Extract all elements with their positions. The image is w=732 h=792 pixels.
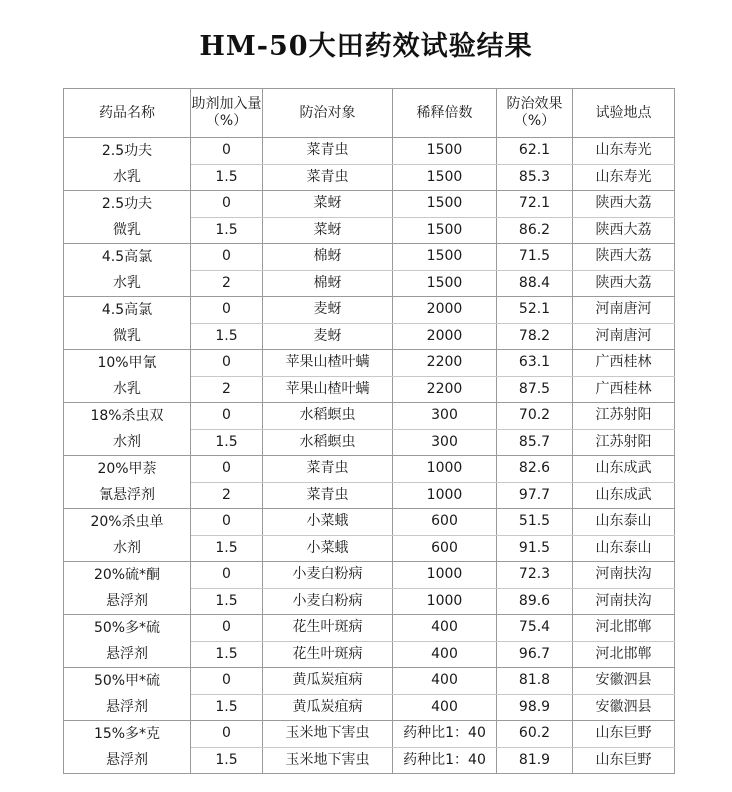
table-row [64, 403, 675, 430]
cell-target: 麦蚜 [263, 323, 393, 350]
table-row [64, 721, 675, 748]
cell-additive-amount: 1.5 [191, 588, 263, 615]
cell-drug-name: 10%甲氰 [64, 350, 191, 377]
cell-target: 玉米地下害虫 [263, 747, 393, 774]
cell-location: 陕西大荔 [573, 270, 675, 297]
cell-dilution: 1000 [393, 482, 497, 509]
cell-additive-amount: 1.5 [191, 694, 263, 721]
table-row [64, 429, 675, 456]
cell-drug-name: 18%杀虫双 [64, 403, 191, 430]
table-row [64, 668, 675, 695]
cell-additive-amount: 0 [191, 191, 263, 218]
cell-drug-name: 悬浮剂 [64, 747, 191, 774]
cell-effect: 98.9 [497, 694, 573, 721]
cell-location: 广西桂林 [573, 376, 675, 403]
cell-drug-name: 4.5高氯 [64, 297, 191, 324]
table-row [64, 138, 675, 165]
cell-effect: 62.1 [497, 138, 573, 165]
cell-drug-name: 微乳 [64, 323, 191, 350]
cell-location: 陕西大荔 [573, 191, 675, 218]
cell-dilution: 2000 [393, 297, 497, 324]
cell-target: 苹果山楂叶螨 [263, 376, 393, 403]
cell-dilution: 400 [393, 615, 497, 642]
cell-effect: 88.4 [497, 270, 573, 297]
table-body [64, 138, 675, 774]
cell-effect: 89.6 [497, 588, 573, 615]
cell-effect: 71.5 [497, 244, 573, 271]
cell-dilution: 600 [393, 535, 497, 562]
cell-effect: 52.1 [497, 297, 573, 324]
cell-dilution: 1500 [393, 217, 497, 244]
cell-dilution: 1500 [393, 164, 497, 191]
cell-effect: 75.4 [497, 615, 573, 642]
page-title: HM-50大田药效试验结果 [199, 31, 533, 62]
cell-dilution: 1000 [393, 562, 497, 589]
cell-effect: 87.5 [497, 376, 573, 403]
cell-target: 菜青虫 [263, 482, 393, 509]
table-row [64, 270, 675, 297]
cell-drug-name: 4.5高氯 [64, 244, 191, 271]
table-row [64, 615, 675, 642]
header-additive-amount: 助剂加入量（%） [191, 89, 263, 138]
cell-location: 安徽泗县 [573, 668, 675, 695]
header-drug-name: 药品名称 [64, 89, 191, 138]
cell-location: 河南唐河 [573, 297, 675, 324]
cell-dilution: 1500 [393, 244, 497, 271]
cell-location: 山东成武 [573, 482, 675, 509]
cell-dilution: 1000 [393, 456, 497, 483]
cell-location: 山东泰山 [573, 509, 675, 536]
results-table [63, 88, 675, 774]
cell-location: 山东泰山 [573, 535, 675, 562]
cell-target: 黄瓜炭疽病 [263, 694, 393, 721]
cell-effect: 85.7 [497, 429, 573, 456]
cell-effect: 85.3 [497, 164, 573, 191]
cell-effect: 72.1 [497, 191, 573, 218]
header-location: 试验地点 [573, 89, 675, 138]
cell-target: 棉蚜 [263, 270, 393, 297]
cell-additive-amount: 0 [191, 509, 263, 536]
cell-drug-name: 悬浮剂 [64, 694, 191, 721]
cell-drug-name: 水剂 [64, 535, 191, 562]
cell-additive-amount: 0 [191, 403, 263, 430]
table-row [64, 509, 675, 536]
cell-target: 花生叶斑病 [263, 615, 393, 642]
cell-target: 菜青虫 [263, 456, 393, 483]
cell-effect: 81.9 [497, 747, 573, 774]
cell-effect: 51.5 [497, 509, 573, 536]
cell-location: 山东巨野 [573, 747, 675, 774]
cell-dilution: 300 [393, 403, 497, 430]
cell-effect: 81.8 [497, 668, 573, 695]
cell-drug-name: 水乳 [64, 376, 191, 403]
cell-target: 玉米地下害虫 [263, 721, 393, 748]
cell-target: 小菜蛾 [263, 535, 393, 562]
cell-dilution: 600 [393, 509, 497, 536]
cell-dilution: 400 [393, 694, 497, 721]
cell-drug-name: 水乳 [64, 270, 191, 297]
table-row [64, 376, 675, 403]
cell-location: 河南扶沟 [573, 562, 675, 589]
cell-drug-name: 20%硫*酮 [64, 562, 191, 589]
cell-target: 麦蚜 [263, 297, 393, 324]
header-effect: 防治效果（%） [497, 89, 573, 138]
table-row [64, 535, 675, 562]
cell-effect: 72.3 [497, 562, 573, 589]
cell-location: 陕西大荔 [573, 244, 675, 271]
cell-location: 江苏射阳 [573, 403, 675, 430]
cell-dilution: 400 [393, 641, 497, 668]
table-row [64, 747, 675, 774]
cell-location: 江苏射阳 [573, 429, 675, 456]
table-row [64, 164, 675, 191]
header-target: 防治对象 [263, 89, 393, 138]
cell-drug-name: 悬浮剂 [64, 641, 191, 668]
cell-drug-name: 20%杀虫单 [64, 509, 191, 536]
cell-additive-amount: 0 [191, 668, 263, 695]
cell-dilution: 300 [393, 429, 497, 456]
cell-location: 山东成武 [573, 456, 675, 483]
cell-additive-amount: 2 [191, 376, 263, 403]
cell-target: 棉蚜 [263, 244, 393, 271]
cell-target: 苹果山楂叶螨 [263, 350, 393, 377]
cell-additive-amount: 2 [191, 482, 263, 509]
cell-additive-amount: 1.5 [191, 747, 263, 774]
cell-effect: 96.7 [497, 641, 573, 668]
cell-additive-amount: 0 [191, 615, 263, 642]
cell-effect: 60.2 [497, 721, 573, 748]
cell-additive-amount: 1.5 [191, 164, 263, 191]
cell-additive-amount: 1.5 [191, 217, 263, 244]
cell-target: 水稻螟虫 [263, 429, 393, 456]
cell-target: 菜青虫 [263, 138, 393, 165]
cell-effect: 91.5 [497, 535, 573, 562]
cell-effect: 78.2 [497, 323, 573, 350]
cell-additive-amount: 1.5 [191, 641, 263, 668]
cell-additive-amount: 0 [191, 350, 263, 377]
cell-additive-amount: 1.5 [191, 429, 263, 456]
cell-drug-name: 2.5功夫 [64, 138, 191, 165]
cell-additive-amount: 0 [191, 138, 263, 165]
cell-location: 安徽泗县 [573, 694, 675, 721]
cell-target: 菜青虫 [263, 164, 393, 191]
table-row [64, 244, 675, 271]
cell-additive-amount: 0 [191, 562, 263, 589]
cell-dilution: 1500 [393, 138, 497, 165]
table-row [64, 562, 675, 589]
cell-target: 小麦白粉病 [263, 562, 393, 589]
cell-dilution: 2000 [393, 323, 497, 350]
cell-effect: 63.1 [497, 350, 573, 377]
cell-location: 山东巨野 [573, 721, 675, 748]
cell-dilution: 1500 [393, 270, 497, 297]
cell-drug-name: 水剂 [64, 429, 191, 456]
table-header-row [64, 89, 675, 138]
cell-target: 黄瓜炭疽病 [263, 668, 393, 695]
cell-target: 水稻螟虫 [263, 403, 393, 430]
table-row [64, 456, 675, 483]
cell-location: 河北邯郸 [573, 641, 675, 668]
cell-additive-amount: 1.5 [191, 323, 263, 350]
cell-location: 河南扶沟 [573, 588, 675, 615]
table-row [64, 191, 675, 218]
table-row [64, 217, 675, 244]
cell-effect: 97.7 [497, 482, 573, 509]
cell-dilution: 药种比1：40 [393, 747, 497, 774]
table-row [64, 323, 675, 350]
cell-dilution: 2200 [393, 376, 497, 403]
cell-additive-amount: 0 [191, 456, 263, 483]
cell-dilution: 1500 [393, 191, 497, 218]
cell-location: 山东寿光 [573, 164, 675, 191]
cell-drug-name: 悬浮剂 [64, 588, 191, 615]
cell-target: 菜蚜 [263, 217, 393, 244]
header-dilution: 稀释倍数 [393, 89, 497, 138]
cell-dilution: 400 [393, 668, 497, 695]
table-row [64, 297, 675, 324]
cell-drug-name: 50%多*硫 [64, 615, 191, 642]
cell-target: 小麦白粉病 [263, 588, 393, 615]
table-row [64, 588, 675, 615]
cell-drug-name: 微乳 [64, 217, 191, 244]
cell-dilution: 1000 [393, 588, 497, 615]
cell-target: 小菜蛾 [263, 509, 393, 536]
cell-location: 广西桂林 [573, 350, 675, 377]
cell-additive-amount: 0 [191, 721, 263, 748]
cell-target: 花生叶斑病 [263, 641, 393, 668]
cell-drug-name: 50%甲*硫 [64, 668, 191, 695]
cell-effect: 86.2 [497, 217, 573, 244]
table-row [64, 694, 675, 721]
cell-additive-amount: 0 [191, 244, 263, 271]
cell-drug-name: 15%多*克 [64, 721, 191, 748]
cell-dilution: 药种比1：40 [393, 721, 497, 748]
cell-drug-name: 水乳 [64, 164, 191, 191]
cell-target: 菜蚜 [263, 191, 393, 218]
table-row [64, 482, 675, 509]
cell-effect: 70.2 [497, 403, 573, 430]
cell-location: 河南唐河 [573, 323, 675, 350]
cell-additive-amount: 0 [191, 297, 263, 324]
cell-location: 陕西大荔 [573, 217, 675, 244]
table-row [64, 350, 675, 377]
cell-additive-amount: 2 [191, 270, 263, 297]
cell-dilution: 2200 [393, 350, 497, 377]
table-row [64, 641, 675, 668]
cell-additive-amount: 1.5 [191, 535, 263, 562]
cell-location: 山东寿光 [573, 138, 675, 165]
cell-location: 河北邯郸 [573, 615, 675, 642]
cell-drug-name: 2.5功夫 [64, 191, 191, 218]
cell-effect: 82.6 [497, 456, 573, 483]
cell-drug-name: 20%甲萘 [64, 456, 191, 483]
cell-drug-name: 氰悬浮剂 [64, 482, 191, 509]
